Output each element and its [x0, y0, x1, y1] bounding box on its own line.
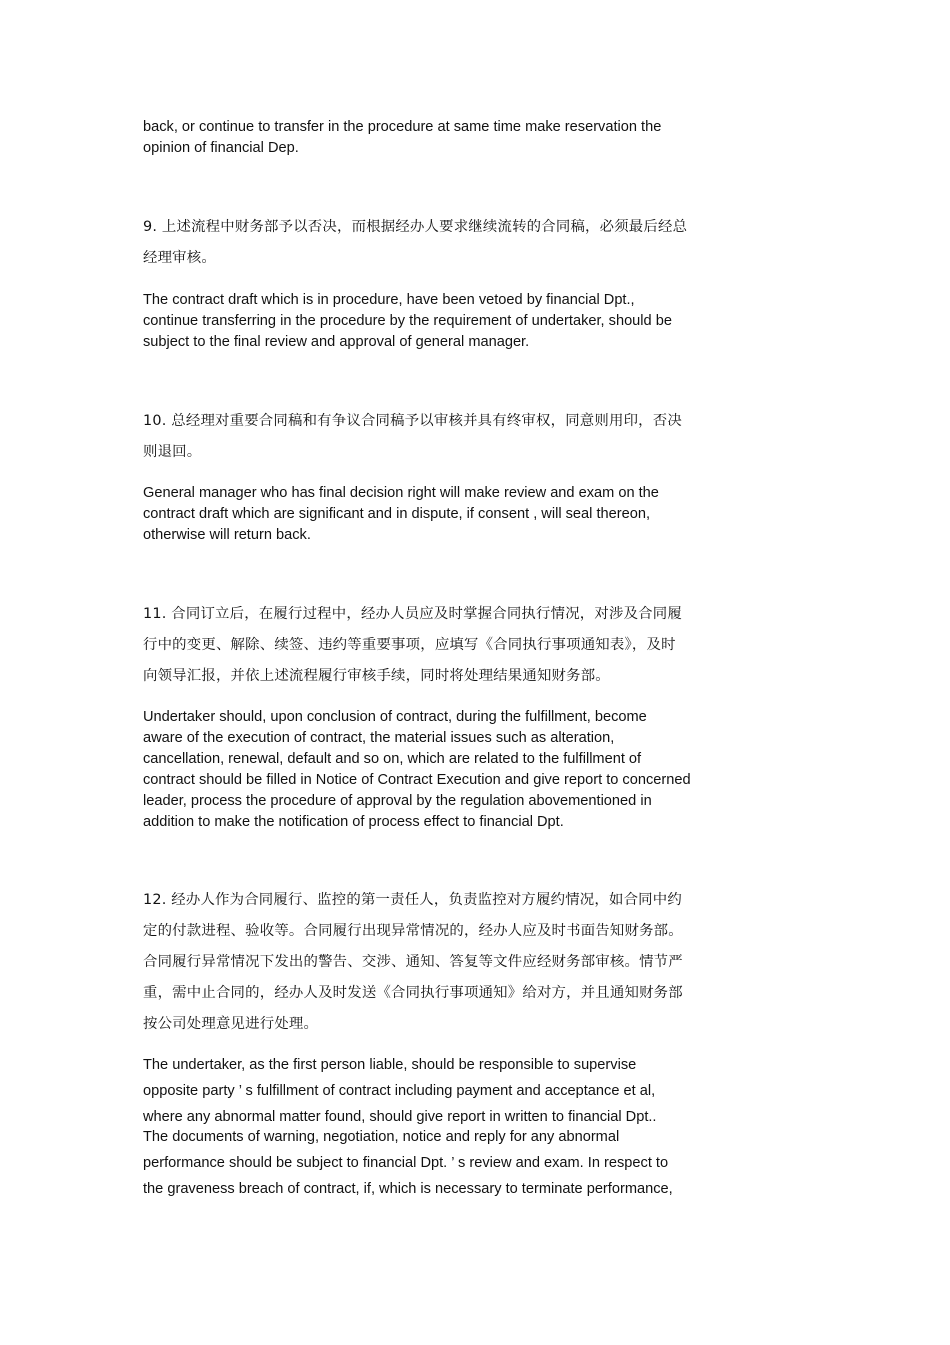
- paragraph-11-en: Undertaker should, upon conclusion of contract, during the fulfillment, become aware of the execution of contract, the material issues such as alteration, cancellation, renewal, default and so on, which are related to the fulfillment of contract should be filled in Notice of Contract Execution and give report to concerned leader, process the procedure of approval by the regulation abovementioned in addition to make the notification of process effect to financial Dpt.: [143, 709, 691, 830]
- paragraph-10-zh: 10. 总经理对重要合同稿和有争议合同稿予以审核并具有终审权，同意则用印，否决 则退回。: [143, 413, 682, 460]
- paragraph-9-zh: 9. 上述流程中财务部予以否决，而根据经办人要求继续流转的合同稿，必须最后经总 经理审核。: [143, 219, 688, 266]
- paragraph-12-zh: 12. 经办人作为合同履行、监控的第一责任人，负责监控对方履约情况，如合同中约 定的付款进程、验收等。合同履行出现异常情况的，经办人应及时书面告知财务部。 合同履行异常情况下发出的警告、交涉、通知、答复等文件应经财务部审核。情节严 重，需中止合同的，经办人及时发送《合同执行事项通知》给对方，并且通知财务部 按公司处理意见进行处理。: [143, 892, 683, 1032]
- paragraph-12-en-part-b: The documents of warning, negotiation, notice and reply for any abnormal performance should be subject to financial Dpt. ’ s review and exam. In respect to the graveness breach of contract, if, which is necessary to terminate performance,: [143, 1129, 673, 1197]
- paragraph-9-en: The contract draft which is in procedure, have been vetoed by financial Dpt., continue transferring in the procedure by the requirement of undertaker, should be subject to the final review and approval of general manager.: [143, 292, 672, 350]
- paragraph-12-en-part-a: The undertaker, as the first person liable, should be responsible to supervise opposite party ’ s fulfillment of contract including payment and acceptance et al, where any abnormal matter found, should give report in written to financial Dpt..: [143, 1057, 657, 1125]
- paragraph-11-zh: 11. 合同订立后，在履行过程中，经办人员应及时掌握合同执行情况，对涉及合同履 行中的变更、解除、续签、违约等重要事项，应填写《合同执行事项通知表》，及时 向领导汇报，并依上述流程履行审核手续，同时将处理结果通知财务部。: [143, 606, 682, 684]
- paragraph-8-en: back, or continue to transfer in the procedure at same time make reservation the opinion of financial Dep.: [143, 119, 662, 156]
- paragraph-10-en: General manager who has final decision right will make review and exam on the contract draft which are significant and in dispute, if consent , will seal thereon, otherwise will return back.: [143, 485, 659, 543]
